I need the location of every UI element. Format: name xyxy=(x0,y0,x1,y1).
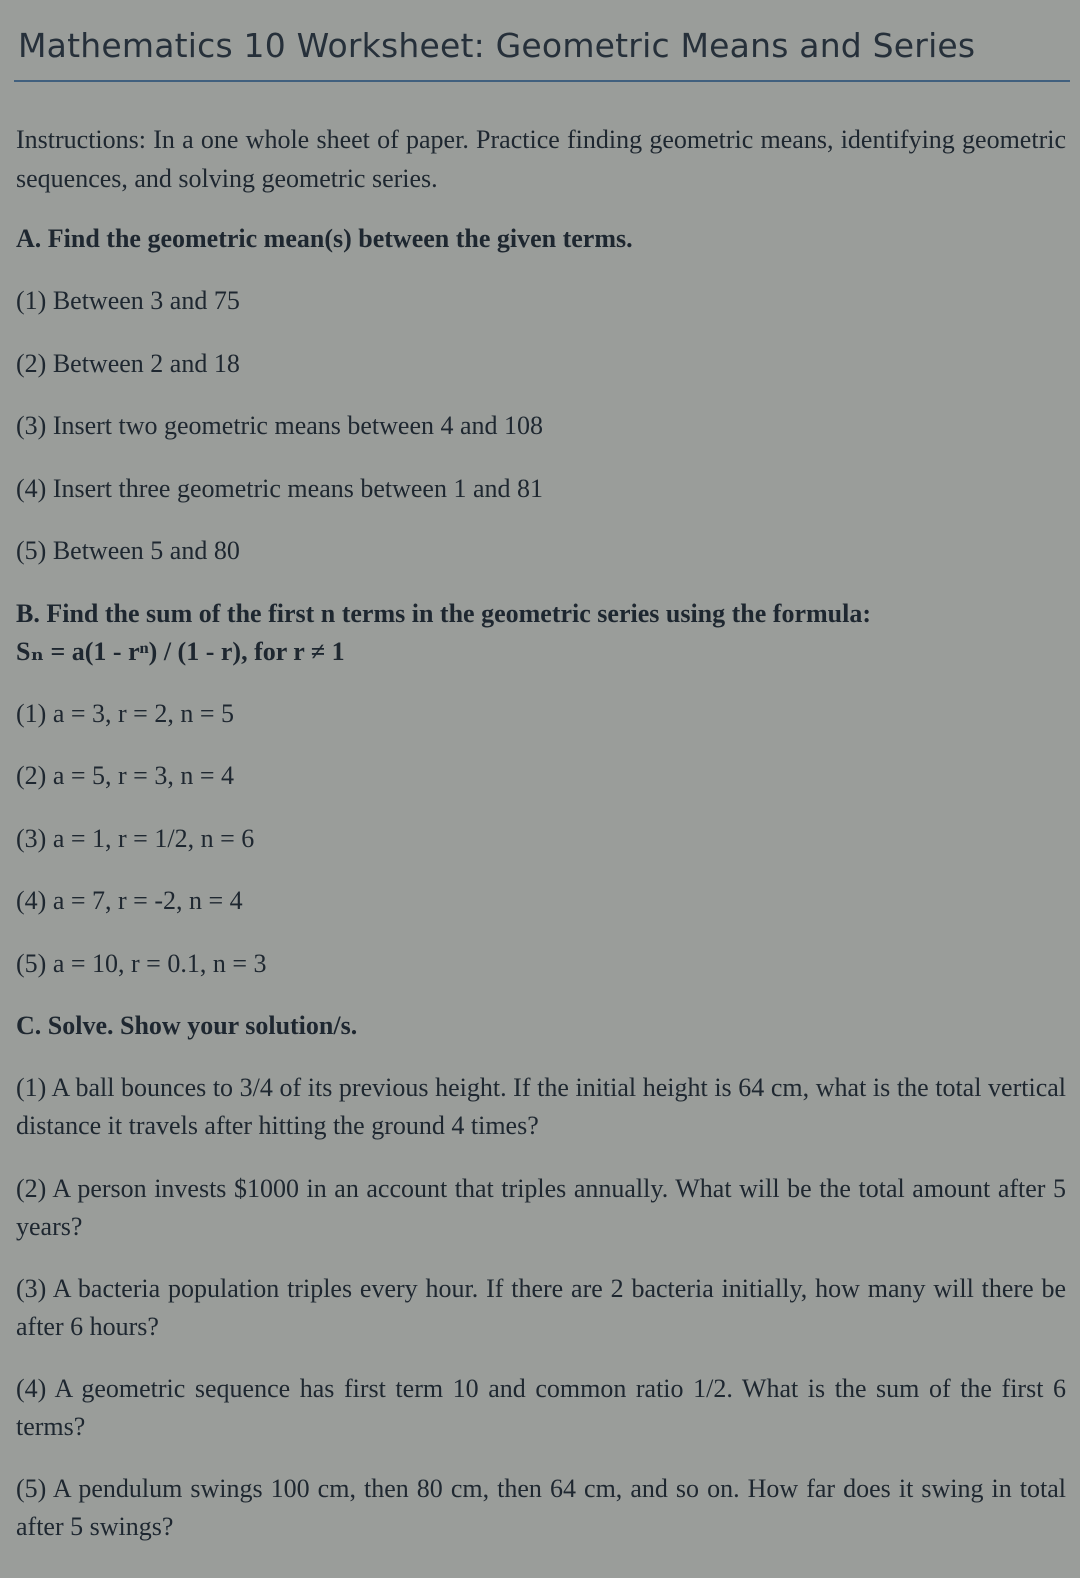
section-a-item-5: (5) Between 5 and 80 xyxy=(16,536,240,565)
title-divider xyxy=(14,80,1070,82)
section-c-heading: C. Solve. Show your solution/s. xyxy=(16,1011,358,1040)
section-a-heading: A. Find the geometric mean(s) between the given terms. xyxy=(16,224,633,253)
section-c-problem-2: (2) A person invests $1000 in an account that triples annually. What will be the total amount after 5 years? xyxy=(16,1174,1066,1241)
section-b-heading xyxy=(16,595,1066,671)
section-b-item-2: (2) a = 5, r = 3, n = 4 xyxy=(16,761,235,790)
section-b-item-5: (5) a = 10, r = 0.1, n = 3 xyxy=(16,949,267,978)
section-b-item-3: (3) a = 1, r = 1/2, n = 6 xyxy=(16,824,255,853)
section-b-heading-text: B. Find the sum of the first n terms in the geometric series using the formula: xyxy=(16,599,871,628)
sum-formula: Sₙ = a(1 - rⁿ) / (1 - r), for r ≠ 1 xyxy=(16,637,345,666)
worksheet-title: Mathematics 10 Worksheet: Geometric Means and Series xyxy=(18,26,976,65)
section-c-problem-1: (1) A ball bounces to 3/4 of its previous height. If the initial height is 64 cm, what is the total vertical distance it travels after hitting the ground 4 times? xyxy=(16,1073,1066,1140)
section-b-item-4: (4) a = 7, r = -2, n = 4 xyxy=(16,886,243,915)
section-a-item-2: (2) Between 2 and 18 xyxy=(16,349,240,378)
section-c-problem-4: (4) A geometric sequence has first term 10 and common ratio 1/2. What is the sum of the first 6 terms? xyxy=(16,1374,1066,1441)
instructions-text: Instructions: In a one whole sheet of paper. Practice finding geometric means, identifying geometric sequences, and solving geometric series. xyxy=(16,125,1066,193)
section-c-problem-3: (3) A bacteria population triples every hour. If there are 2 bacteria initially, how many will there be after 6 hours? xyxy=(16,1274,1066,1341)
section-b-item-1: (1) a = 3, r = 2, n = 5 xyxy=(16,699,235,728)
section-a-item-1: (1) Between 3 and 75 xyxy=(16,286,240,315)
section-c-problem-5: (5) A pendulum swings 100 cm, then 80 cm, then 64 cm, and so on. How far does it swing in total after 5 swings? xyxy=(16,1474,1066,1541)
section-a-item-4: (4) Insert three geometric means between 1 and 81 xyxy=(16,474,544,503)
section-a-item-3: (3) Insert two geometric means between 4 and 108 xyxy=(16,411,544,440)
